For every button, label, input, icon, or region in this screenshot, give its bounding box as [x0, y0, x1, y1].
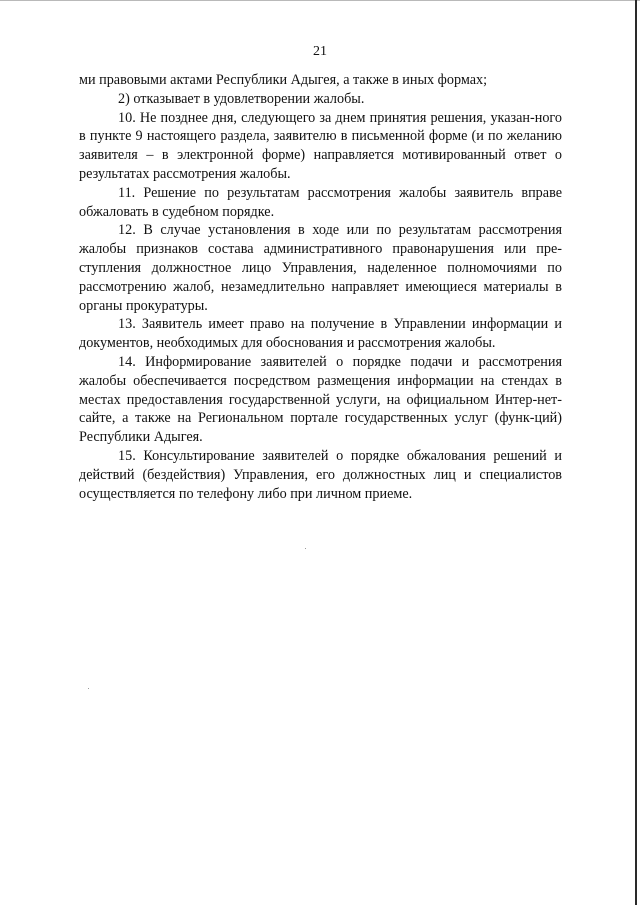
paragraph-continuation: ми правовыми актами Республики Адыгея, а также в иных формах; — [79, 72, 488, 88]
scan-speck — [88, 688, 89, 689]
page-number: 21 — [313, 44, 327, 59]
paragraph-13: 13. Заявитель имеет право на получение в Управлении информации и документов, необходимых для обоснования и рассмотрения жалобы. — [79, 316, 562, 352]
paragraph-15: 15. Консультирование заявителей о порядке обжалования решений и действий (бездействия) Управления, его должностных лиц и специалистов осуществляется по телефону либо при личном приеме. — [79, 447, 562, 502]
paragraph-10: 10. Не позднее дня, следующего за днем принятия решения, указан-ного в пункте 9 настоящего раздела, заявителю в письменной форме (и по желанию заявителя – в электронной форме) направляется мотивированный ответ о результатах рассмотрения жалобы. — [79, 109, 562, 182]
scan-speck — [305, 548, 306, 549]
body-text — [79, 71, 562, 503]
scan-top-edge — [0, 0, 640, 1]
paragraph-12: 12. В случае установления в ходе или по результатам рассмотрения жалобы признаков состава административного правонарушения или пре-ступления должностное лицо Управления, наделенное полномочиями по рассмотрению жалоб, незамедлительно направляет имеющиеся материалы в органы прокуратуры. — [79, 222, 562, 314]
scan-right-edge — [635, 0, 637, 905]
paragraph-14: 14. Информирование заявителей о порядке подачи и рассмотрения жалобы обеспечивается посредством размещения информации на стендах в местах предоставления государственной услуги, на официальном Интер-нет-сайте, а также на Региональном портале государственных услуг (функ-ций) Республики Адыгея. — [79, 353, 562, 446]
paragraph-11: 11. Решение по результатам рассмотрения жалобы заявитель вправе обжаловать в судебном порядке. — [79, 184, 562, 220]
paragraph-item-2: 2) отказывает в удовлетворении жалобы. — [118, 90, 365, 107]
